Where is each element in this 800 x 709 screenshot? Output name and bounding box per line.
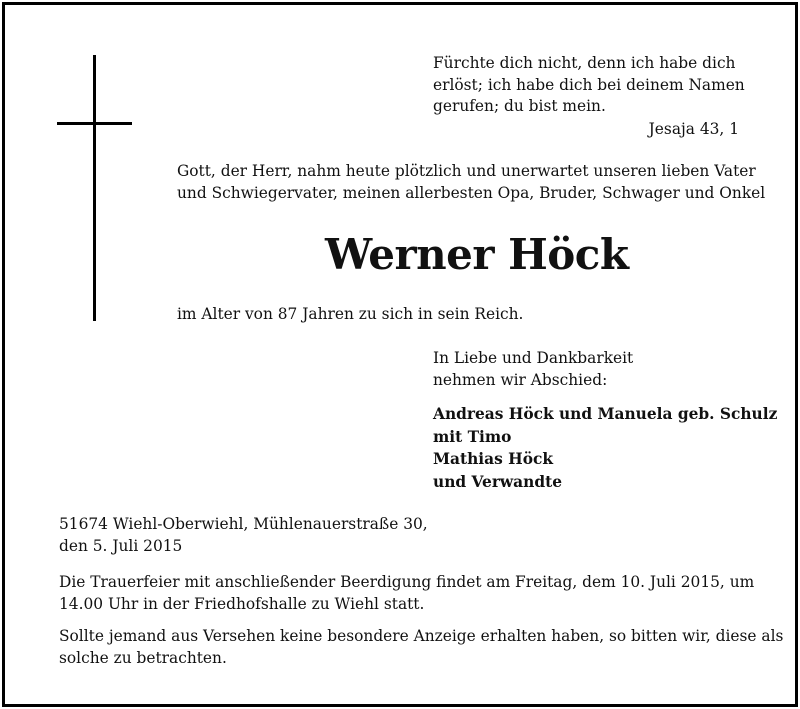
funeral-line: Die Trauerfeier mit anschließender Beerdigung findet am Freitag, dem 10. Juli 2015, um	[59, 573, 755, 591]
farewell-line: In Liebe und Dankbarkeit	[433, 349, 634, 367]
verse-reference: Jesaja 43, 1	[648, 120, 739, 138]
farewell-text	[433, 348, 633, 391]
notice-line: Sollte jemand aus Versehen keine besondere Anzeige erhalten haben, so bitten wir, diese als	[59, 627, 784, 645]
funeral-details	[59, 572, 759, 615]
intro-line: Gott, der Herr, nahm heute plötzlich und unerwartet unseren lieben Vater	[177, 162, 756, 180]
deceased-name: Werner Höck	[325, 230, 629, 279]
mourner-name: Mathias Höck	[433, 450, 553, 468]
address-block	[59, 514, 428, 557]
address-line: 51674 Wiehl-Oberwiehl, Mühlenauerstraße 30,	[59, 515, 428, 533]
cross-icon-horizontal-bar	[57, 122, 132, 125]
date-line: den 5. Juli 2015	[59, 536, 183, 555]
funeral-line: 14.00 Uhr in der Friedhofshalle zu Wiehl statt.	[59, 594, 425, 613]
intro-text	[177, 161, 766, 204]
age-line: im Alter von 87 Jahren zu sich in sein Reich.	[177, 305, 524, 323]
mourner-name: mit Timo	[433, 427, 512, 446]
verse-line: gerufen; du bist mein.	[433, 97, 606, 115]
notice-line: solche zu betrachten.	[59, 648, 227, 667]
verse-line: erlöst; ich habe dich bei deinem Namen	[433, 75, 745, 94]
cross-icon-vertical-bar	[93, 55, 96, 321]
verse-line: Fürchte dich nicht, denn ich habe dich	[433, 54, 736, 72]
mourner-name: und Verwandte	[433, 472, 563, 491]
obituary-frame	[2, 2, 798, 707]
farewell-line: nehmen wir Abschied:	[433, 370, 608, 389]
notification-notice	[59, 626, 784, 669]
mourner-name: Andreas Höck und Manuela geb. Schulz	[433, 405, 778, 423]
intro-line: und Schwiegervater, meinen allerbesten Opa, Bruder, Schwager und Onkel	[177, 183, 766, 202]
bible-verse	[433, 53, 763, 118]
mourners-list	[433, 403, 777, 493]
